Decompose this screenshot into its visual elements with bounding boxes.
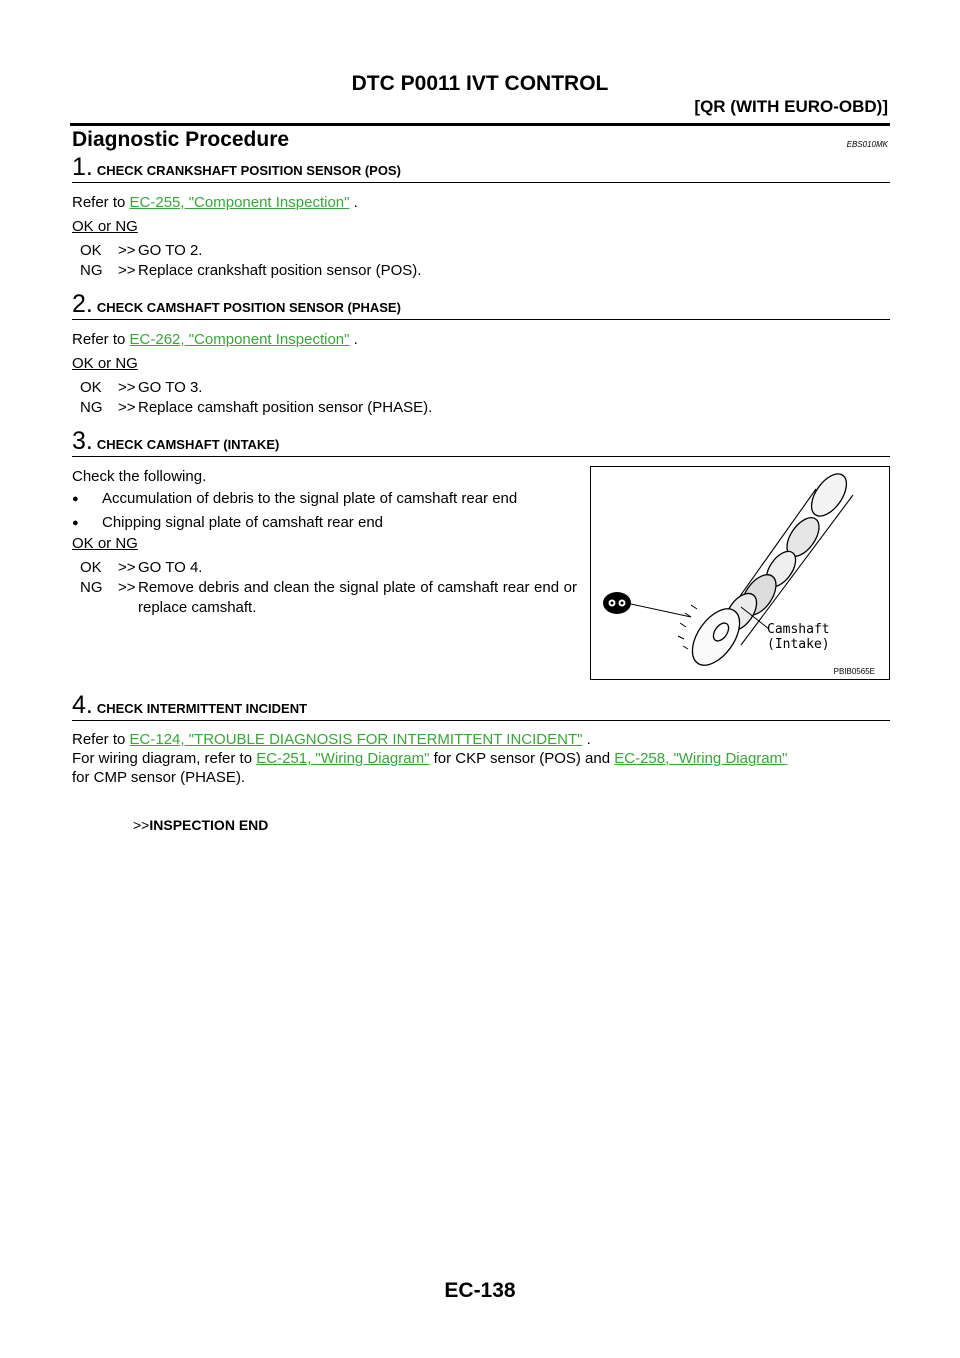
refer-prefix: Refer to [72,194,130,211]
result-text: GO TO 4. [138,559,203,576]
view-symbol [603,592,631,614]
link-ec-251[interactable]: EC-251, "Wiring Diagram" [256,750,430,767]
step-2-refer [72,329,890,350]
result-text: GO TO 3. [138,379,203,396]
step-2-results [72,378,890,418]
section-code: EBS010MK [846,140,888,149]
result-row [80,558,577,578]
inspection-end [133,817,268,833]
step-1-refer [72,192,890,213]
result-row [80,378,890,398]
step-1-number: 1. [72,153,93,181]
step-4-title: CHECK INTERMITTENT INCIDENT [96,701,308,716]
link-ec-255[interactable]: EC-255, "Component Inspection" [129,194,350,211]
step-2-number: 2. [72,290,93,318]
result-row [80,261,890,281]
refer-suffix: . [582,731,591,748]
step-4 [72,691,890,787]
step-4-refer [72,730,890,749]
refer-suffix: . [349,194,358,211]
link-ec-262[interactable]: EC-262, "Component Inspection" [129,331,350,348]
result-row [80,398,890,418]
result-row [80,241,890,261]
step-4-wiring-end: for CMP sensor (PHASE). [72,769,246,786]
result-arrow: >> [118,559,136,576]
bullet-dot: ● [72,517,79,529]
step-3-body [72,466,577,618]
figure-label: Camshaft (Intake) [767,622,830,652]
result-row [80,578,577,618]
result-text: Replace camshaft position sensor (PHASE). [138,399,433,416]
step-1-heading [72,153,890,183]
step-3-heading [72,427,890,457]
refer-suffix: . [349,331,358,348]
result-arrow: >> [118,379,136,396]
result-key: OK [80,242,102,259]
end-arrow: >> [133,817,150,833]
wiring-mid: for CKP sensor (POS) and [429,750,615,767]
step-3-results [72,558,577,618]
result-text: GO TO 2. [138,242,203,259]
result-key: NG [80,579,103,596]
page-number: EC-138 [444,1279,516,1302]
step-3-number: 3. [72,427,93,455]
step-2-heading [72,290,890,320]
refer-prefix: Refer to [72,731,130,748]
bullet-item [72,487,577,511]
result-arrow: >> [118,399,136,416]
camshaft-figure [590,466,890,680]
step-1-results [72,241,890,281]
step-2 [72,290,890,418]
result-text: Replace crankshaft position sensor (POS). [138,262,422,279]
section-title: Diagnostic Procedure [72,128,290,151]
step-1-okng: OK or NG [72,218,138,235]
step-1-title: CHECK CRANKSHAFT POSITION SENSOR (POS) [96,163,401,178]
step-2-title: CHECK CAMSHAFT POSITION SENSOR (PHASE) [96,300,401,315]
step-3-okng: OK or NG [72,535,138,552]
step-1 [72,153,890,281]
step-4-heading [72,691,890,721]
bullet-text: Chipping signal plate of camshaft rear end [102,514,384,531]
result-text: Remove debris and clean the signal plate of camshaft rear end or replace camshaft. [138,579,577,616]
step-3-intro: Check the following. [72,468,207,485]
result-key: OK [80,559,102,576]
link-ec-258[interactable]: EC-258, "Wiring Diagram" [614,750,788,767]
page-subtitle: [QR (WITH EURO-OBD)] [694,97,888,116]
bullet-item [72,511,577,535]
result-key: OK [80,379,102,396]
result-arrow: >> [118,579,136,596]
step-4-number: 4. [72,691,93,719]
bullet-text: Accumulation of debris to the signal plate of camshaft rear end [102,490,518,507]
page-title: DTC P0011 IVT CONTROL [351,72,609,95]
bullet-dot: ● [72,493,79,505]
link-ec-124[interactable]: EC-124, "TROUBLE DIAGNOSIS FOR INTERMITTENT INCIDENT" [129,731,583,748]
step-3-title: CHECK CAMSHAFT (INTAKE) [96,437,280,452]
result-key: NG [80,262,103,279]
refer-prefix: Refer to [72,331,130,348]
result-key: NG [80,399,103,416]
header-rule [70,123,890,126]
wiring-prefix: For wiring diagram, refer to [72,750,257,767]
step-2-okng: OK or NG [72,355,138,372]
figure-id: PBIB0565E [833,667,875,676]
result-arrow: >> [118,242,136,259]
end-text: INSPECTION END [149,817,269,833]
step-4-wiring [72,749,890,768]
result-arrow: >> [118,262,136,279]
